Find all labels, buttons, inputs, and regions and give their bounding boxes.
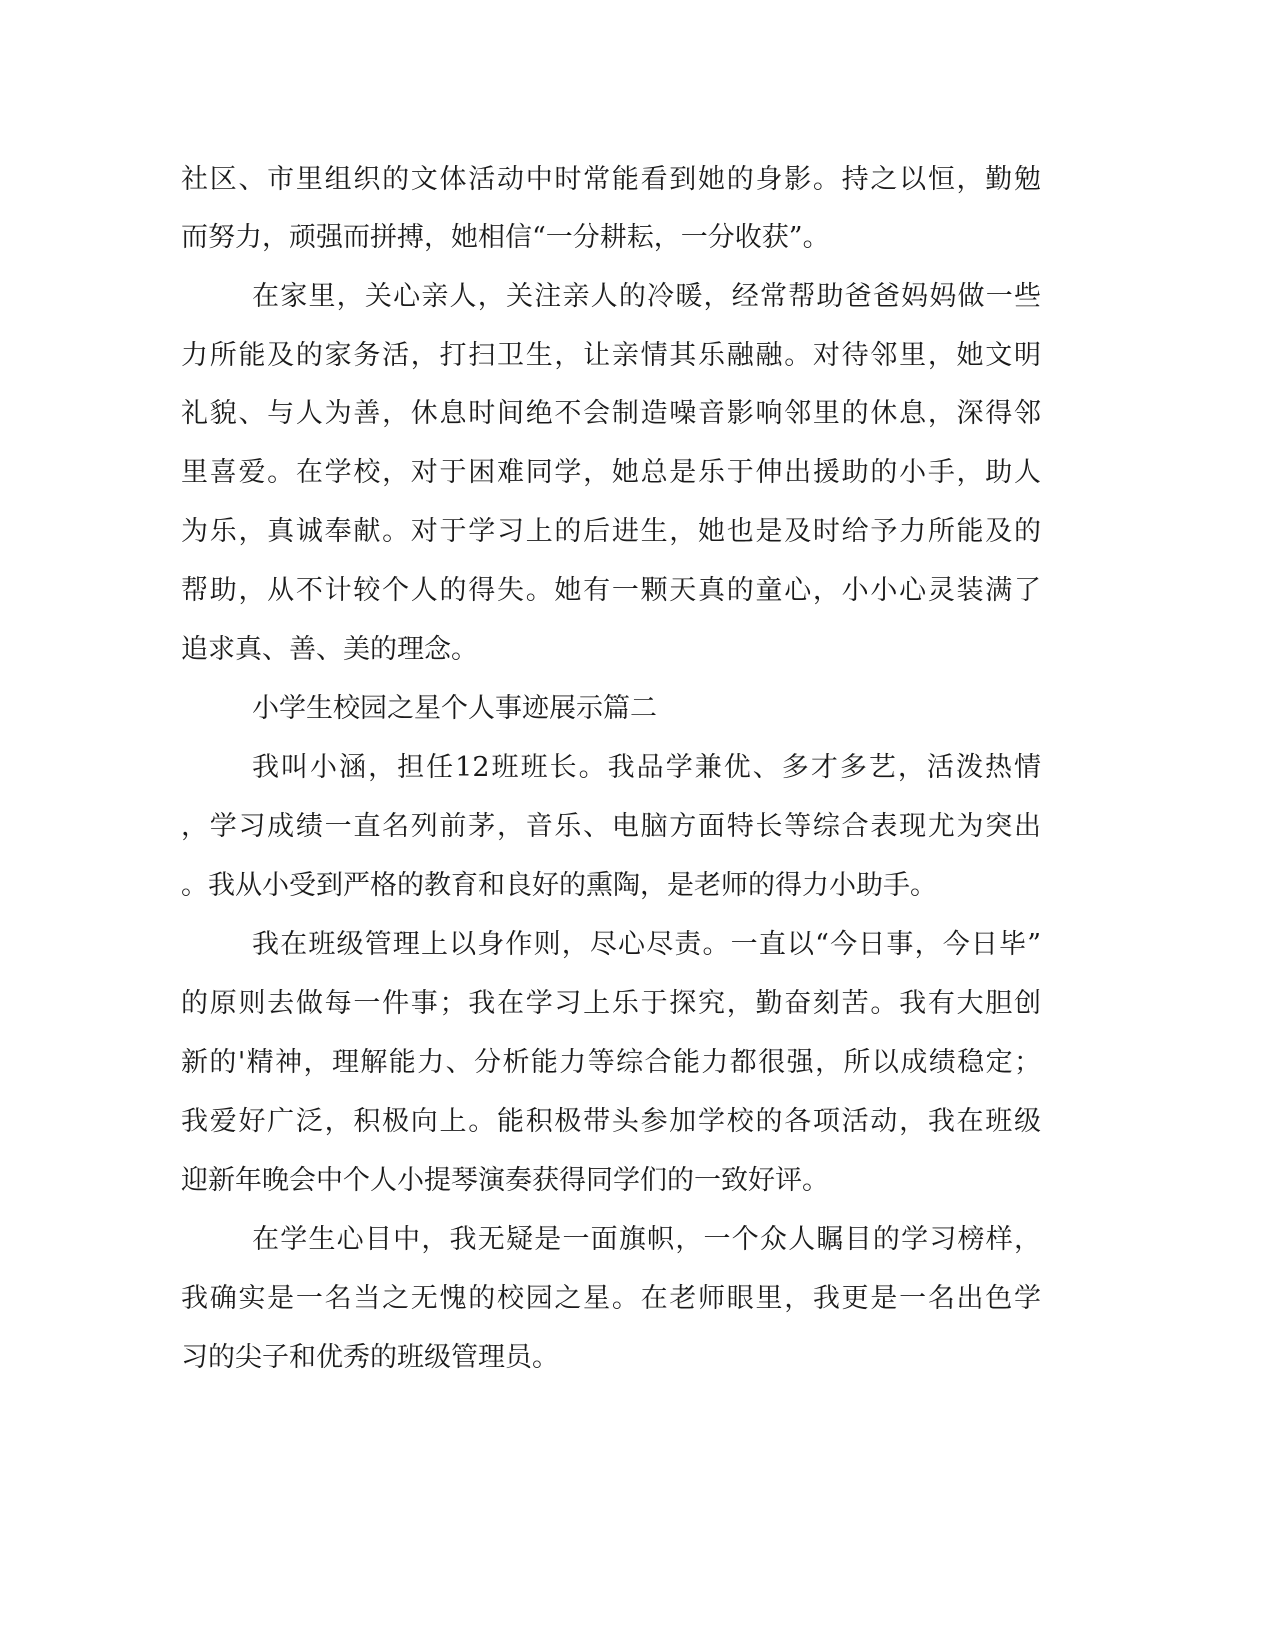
text-line: 帮助，从不计较个人的得失。她有一颗天真的童心，小小心灵装满了 bbox=[181, 575, 1041, 606]
text-line: 而努力，顽强而拼搏，她相信“一分耕耘，一分收获”。 bbox=[181, 222, 830, 253]
text-line: 在学生心目中，我无疑是一面旗帜，一个众人瞩目的学习榜样， bbox=[252, 1224, 1041, 1255]
text-line: 我叫小涵，担任12班班长。我品学兼优、多才多艺，活泼热情 bbox=[252, 752, 1041, 783]
text-line: 我确实是一名当之无愧的校园之星。在老师眼里，我更是一名出色学 bbox=[181, 1283, 1041, 1314]
text-line: 力所能及的家务活，打扫卫生，让亲情其乐融融。对待邻里，她文明 bbox=[181, 340, 1041, 371]
text-line: 社区、市里组织的文体活动中时常能看到她的身影。持之以恒，勤勉 bbox=[181, 164, 1041, 195]
text-line: 在家里，关心亲人，关注亲人的冷暖，经常帮助爸爸妈妈做一些 bbox=[252, 281, 1041, 312]
section-heading: 小学生校园之星个人事迹展示篇二 bbox=[252, 693, 657, 724]
text-line: 礼貌、与人为善，休息时间绝不会制造噪音影响邻里的休息，深得邻 bbox=[181, 398, 1041, 429]
text-line: 为乐，真诚奉献。对于学习上的后进生，她也是及时给予力所能及的 bbox=[181, 516, 1041, 547]
text-line: 追求真、善、美的理念。 bbox=[181, 634, 478, 665]
text-line: ，学习成绩一直名列前茅，音乐、电脑方面特长等综合表现尤为突出 bbox=[181, 811, 1041, 842]
text-line: 我在班级管理上以身作则，尽心尽责。一直以“今日事，今日毕” bbox=[252, 929, 1041, 960]
text-line: 新的'精神，理解能力、分析能力等综合能力都很强，所以成绩稳定； bbox=[181, 1047, 1041, 1078]
text-line: 迎新年晚会中个人小提琴演奏获得同学们的一致好评。 bbox=[181, 1165, 829, 1196]
text-line: 习的尖子和优秀的班级管理员。 bbox=[181, 1342, 559, 1373]
text-line: 的原则去做每一件事；我在学习上乐于探究，勤奋刻苦。我有大胆创 bbox=[181, 988, 1041, 1019]
text-line: 我爱好广泛，积极向上。能积极带头参加学校的各项活动，我在班级 bbox=[181, 1106, 1041, 1137]
text-line: 。我从小受到严格的教育和良好的熏陶，是老师的得力小助手。 bbox=[181, 870, 937, 901]
text-line: 里喜爱。在学校，对于困难同学，她总是乐于伸出援助的小手，助人 bbox=[181, 457, 1041, 488]
